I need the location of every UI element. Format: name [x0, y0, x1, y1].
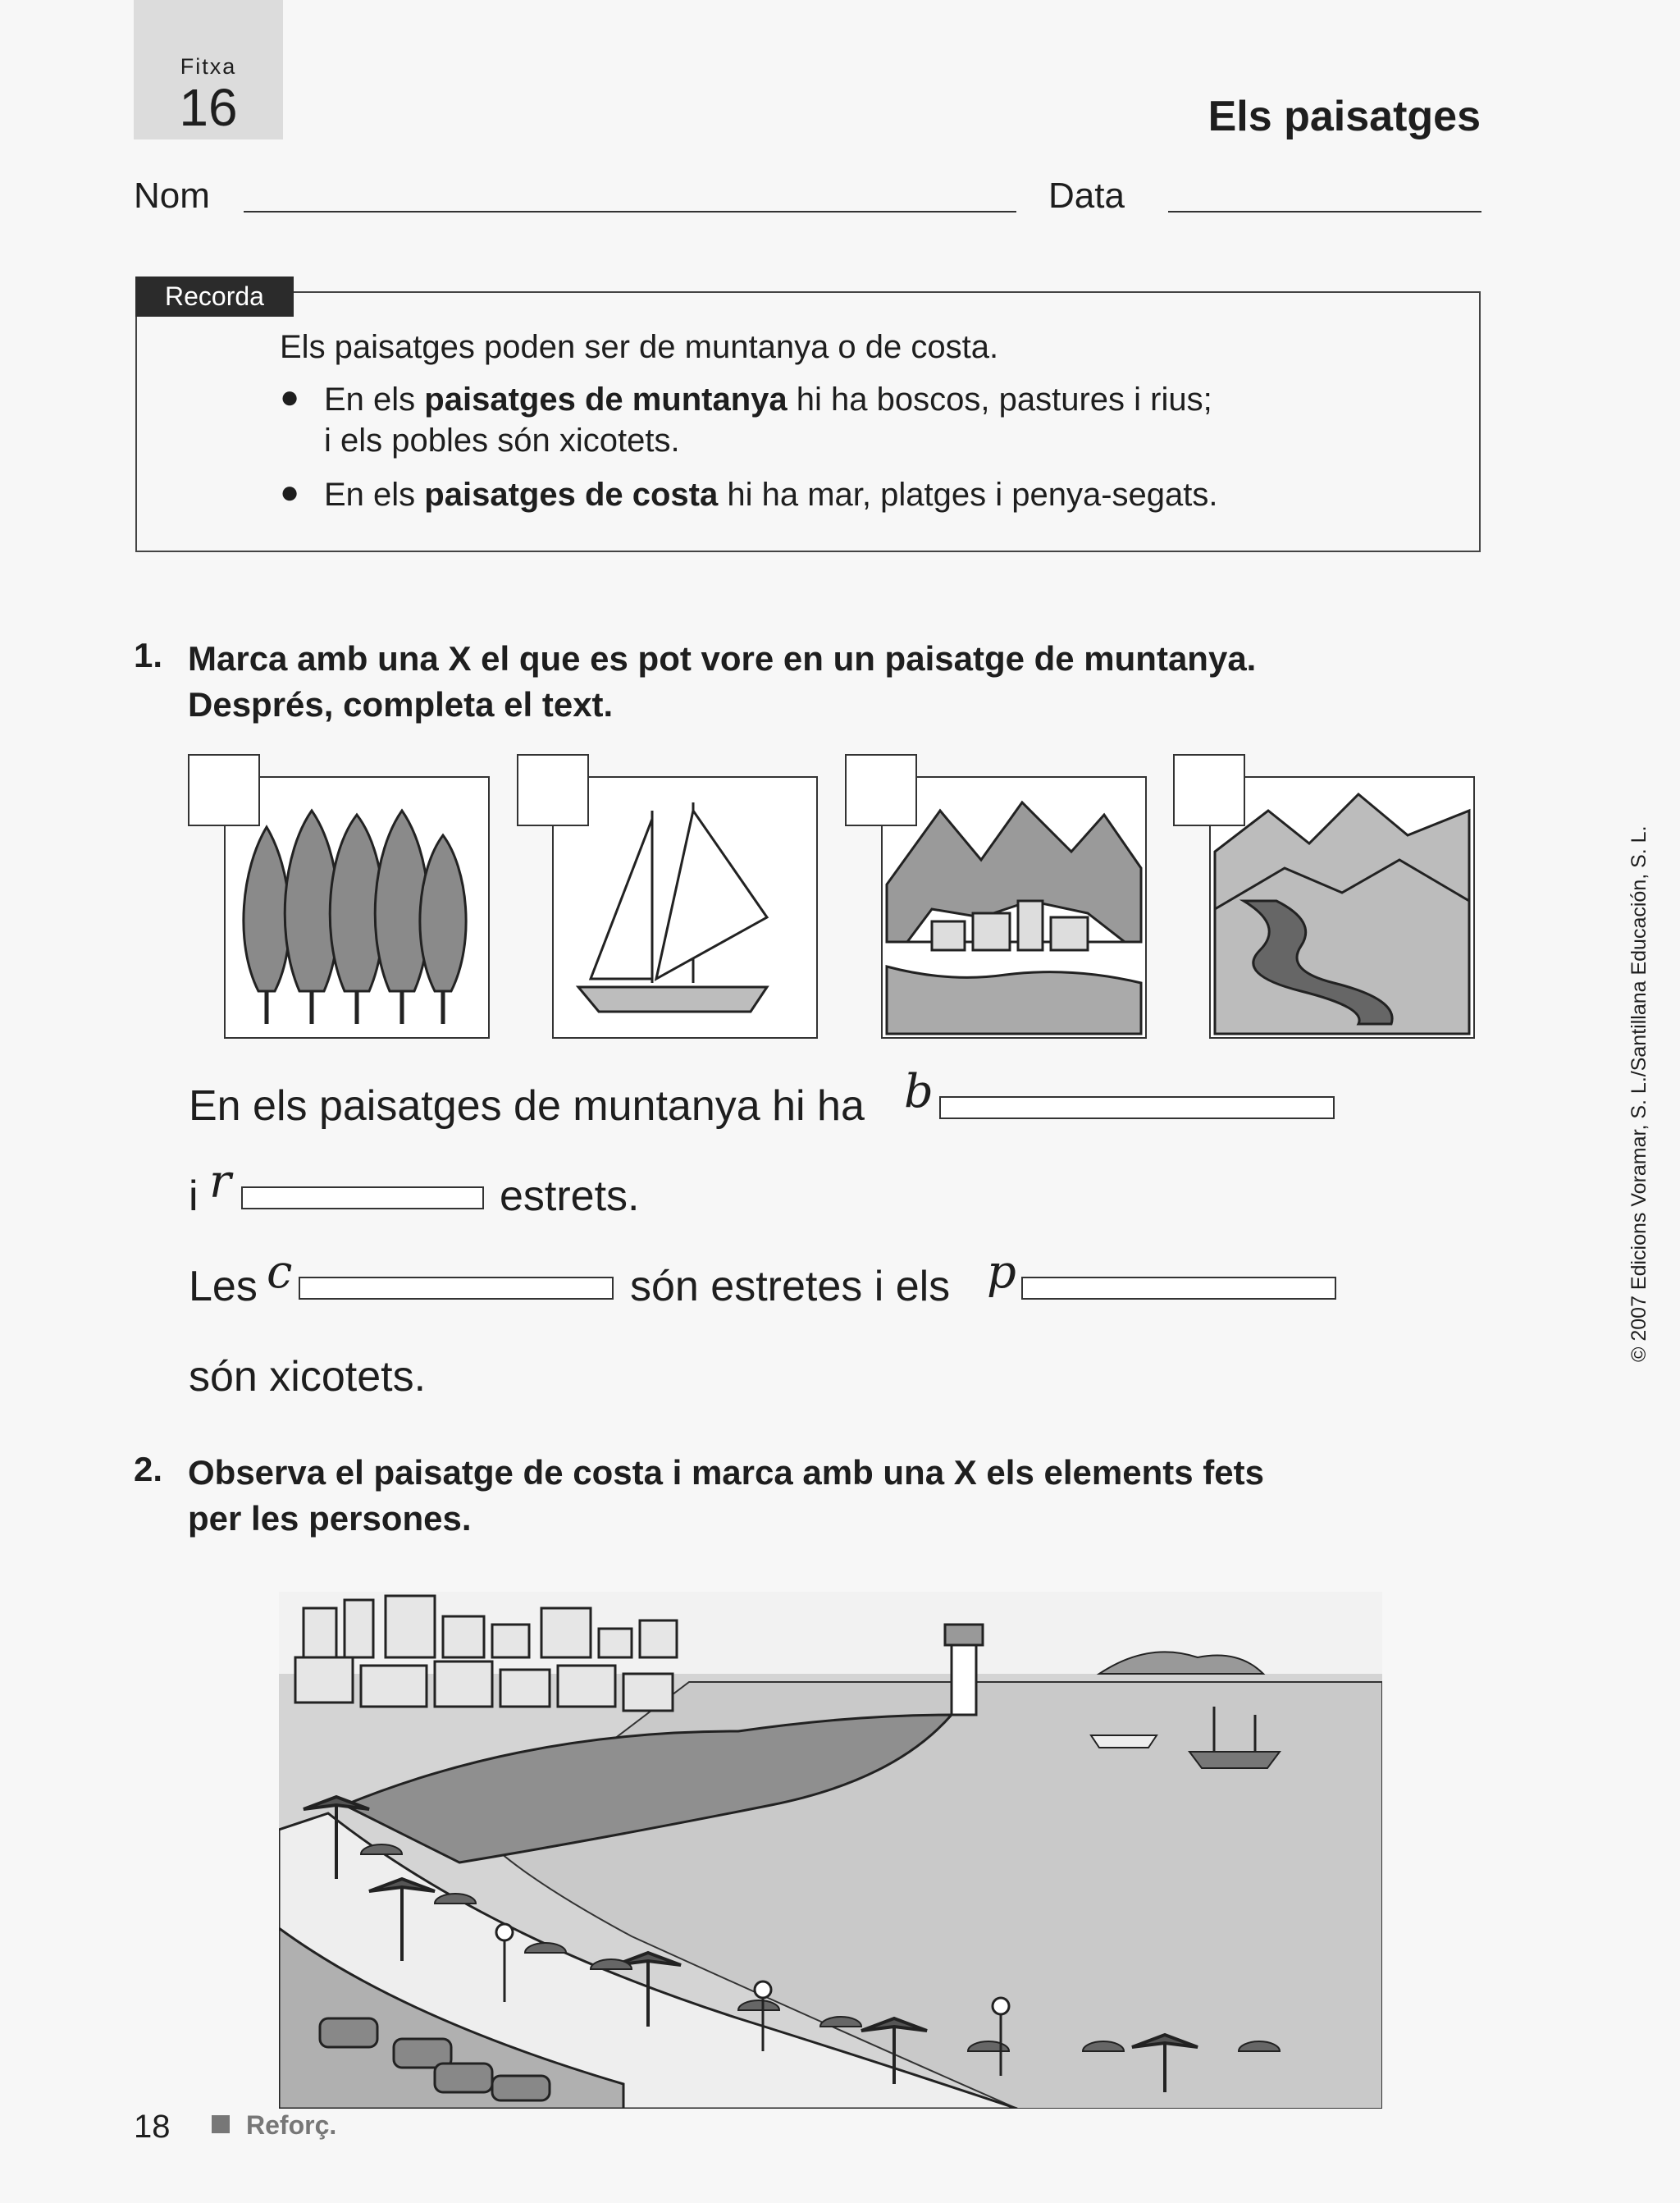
sailboat-image	[552, 776, 818, 1039]
mountain-river-image	[1209, 776, 1475, 1039]
mountain-village-image	[881, 776, 1147, 1039]
sentence-4: són xicotets.	[189, 1353, 427, 1401]
recorda-bullet-1: En els paisatges de muntanya hi ha boscos, pastures i rius;	[324, 382, 1212, 418]
recorda-tag: Recorda	[135, 277, 294, 317]
sentence-1: En els paisatges de muntanya hi ha	[189, 1082, 865, 1130]
sentence-3-mid: són estretes i els	[630, 1263, 951, 1310]
sentence-2-start: i	[189, 1172, 199, 1220]
footer-label: Reforç.	[246, 2110, 337, 2140]
recorda-bullet-1-line2: i els pobles són xicotets.	[324, 423, 680, 459]
hint-b: b	[904, 1065, 934, 1118]
footer-square-icon	[212, 2115, 230, 2133]
blank-carreteres[interactable]	[299, 1277, 614, 1300]
bullet-dot-1: ●	[280, 379, 300, 415]
fitxa-label: Fitxa	[180, 54, 237, 79]
forest-illustration	[226, 778, 488, 1037]
sentence-2-end: estrets.	[500, 1172, 640, 1220]
checkbox-mountain-river[interactable]	[1173, 754, 1245, 826]
exercise-2-line-1: Observa el paisatge de costa i marca amb una X els elements fets	[188, 1453, 1264, 1492]
fitxa-number: 16	[179, 78, 238, 137]
sentence-3-start: Les	[189, 1263, 258, 1310]
page-number: 18	[134, 2109, 171, 2145]
recorda-bullet-2: En els paisatges de costa hi ha mar, platges i penya-segats.	[324, 477, 1218, 513]
checkbox-sailboat[interactable]	[517, 754, 589, 826]
checkbox-forest[interactable]	[188, 754, 260, 826]
sailboat-illustration	[554, 778, 816, 1037]
blank-rius[interactable]	[241, 1186, 484, 1209]
hint-p: p	[987, 1245, 1016, 1299]
forest-image	[224, 776, 490, 1039]
coast-illustration	[279, 1592, 1382, 2109]
name-field[interactable]	[244, 211, 1016, 213]
exercise-1-number: 1.	[134, 636, 163, 674]
exercise-1-line-2: Després, completa el text.	[188, 685, 614, 724]
copyright-text: © 2007 Edicions Voramar, S. L./Santillana Educación, S. L.	[1628, 825, 1650, 1362]
blank-boscos[interactable]	[939, 1096, 1335, 1119]
bullet-dot-2: ●	[280, 474, 300, 510]
exercise-1-line-1: Marca amb una X el que es pot vore en un paisatge de muntanya.	[188, 639, 1257, 678]
hint-r: r	[209, 1155, 231, 1209]
exercise-2-line-2: per les persones.	[188, 1499, 472, 1538]
page-title: Els paisatges	[1208, 93, 1481, 140]
exercise-2-number: 2.	[134, 1450, 163, 1488]
mountain-village-illustration	[883, 778, 1145, 1037]
name-label: Nom	[134, 176, 210, 216]
blank-pobles[interactable]	[1021, 1277, 1336, 1300]
recorda-intro: Els paisatges poden ser de muntanya o de costa.	[280, 329, 999, 365]
date-field[interactable]	[1168, 211, 1481, 213]
checkbox-mountain-village[interactable]	[845, 754, 917, 826]
mountain-river-illustration	[1211, 778, 1473, 1037]
date-label: Data	[1048, 176, 1125, 216]
coast-image	[279, 1592, 1382, 2109]
hint-c: c	[267, 1245, 293, 1299]
